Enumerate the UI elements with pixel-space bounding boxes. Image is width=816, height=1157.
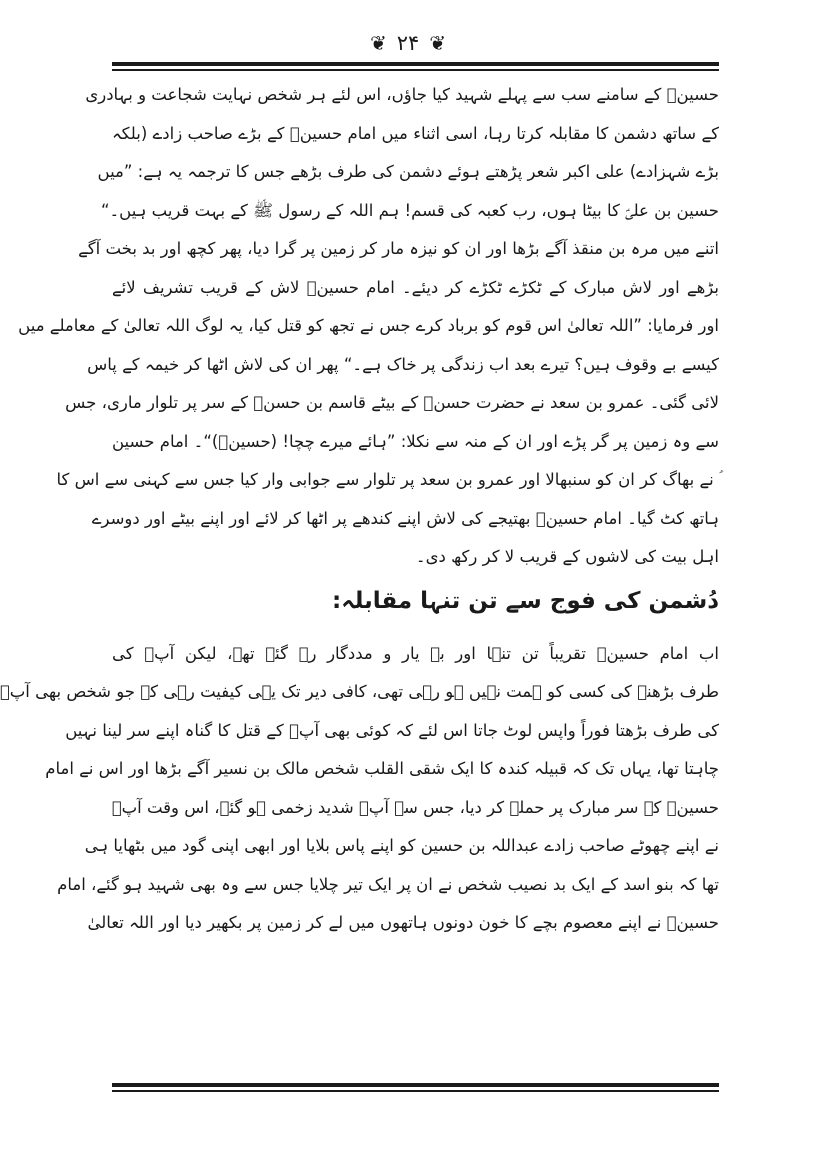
text-line: ؑ نے بھاگ کر ان کو سنبھالا اور عمرو بن سعد پر تلوار سے جوابی وار کیا جس سے کہنی سے اس کا: [56, 470, 719, 489]
text-line: اب امام حسینؑ تقریباً تن تنہا اور بے یار و مددگار رہ گئے تھے، لیکن آپؑ کی: [112, 643, 719, 663]
text-line: اتنے میں مرہ بن منقذ آگے بڑھا اور ان کو نیزہ مار کر زمین پر گرا دیا، پھر کچھ اور بد بخت آگے: [78, 239, 719, 258]
page-number: ۲۴: [396, 30, 420, 55]
text-line: حسین بن علیؑ کا بیٹا ہوں، رب کعبہ کی قسم! ہم اللہ کے رسول ﷺ کے بہت قریب ہیں۔“: [100, 200, 719, 220]
text-line: ہاتھ کٹ گیا۔ امام حسینؑ بھتیجے کی لاش اپنے کندھے پر اٹھا کر لائے اور اپنے بیٹے اور دوسرے: [91, 508, 719, 528]
text-line: کیسے بے وقوف ہیں؟ تیرے بعد اب زندگی پر خاک ہے۔“ پھر ان کی لاش اٹھا کر خیمہ کے پاس: [87, 354, 719, 374]
text-line: حسینؑ نے اپنے معصوم بچے کا خون دونوں ہاتھوں میں لے کر زمین پر بکھیر دیا اور اللہ تعالیٰ: [87, 913, 719, 932]
top-rule-thick: [112, 62, 719, 66]
bottom-rule-thick: [112, 1083, 719, 1087]
text-line: بڑے شہزادے) علی اکبر شعر پڑھتے ہوئے دشمن کی طرف بڑھے جس کا ترجمہ یہ ہے: ”میں: [97, 162, 719, 181]
text-line: حسینؑ کے سامنے سب سے پہلے شہید کیا جاؤں، اس لئے ہر شخص نہایت شجاعت و بہادری: [85, 85, 719, 104]
text-line: اہل بیت کی لاشوں کے قریب لا کر رکھ دی۔: [415, 547, 719, 566]
text-line: سے وہ زمین پر گر پڑے اور ان کے منہ سے نکلا: ”ہائے میرے چچا! (حسینؑ)“۔ امام حسین: [112, 431, 719, 451]
text-line: لائی گئی۔ عمرو بن سعد نے حضرت حسنؑ کے بیٹے قاسم بن حسنؑ کے سر پر تلوار ماری، جس: [65, 393, 719, 412]
right-ornament-icon: ❦: [429, 31, 447, 55]
text-line: بڑھے اور لاش مبارک کے ٹکڑے ٹکڑے کر دیئے۔ امام حسینؑ لاش کے قریب تشریف لائے: [112, 277, 719, 297]
text-line: کی طرف بڑھتا فوراً واپس لوٹ جاتا اس لئے کہ کوئی بھی آپؑ کے قتل کا گناہ اپنے سر لینا نہیں: [65, 720, 719, 740]
left-ornament-icon: ❦: [369, 31, 387, 55]
page-body: [0, 76, 719, 943]
text-line: اور فرمایا: ”اللہ تعالیٰ اس قوم کو برباد کرے جس نے تجھ کو قتل کیا، یہ لوگ اللہ تعالیٰ کے معاملے میں: [18, 316, 719, 335]
text-line: نے اپنے چھوٹے صاحب زادے عبداللہ بن حسین کو اپنے پاس بلایا اور ابھی اپنی گود میں بٹھایا ہی: [84, 836, 719, 855]
text-line: چاہتا تھا، یہاں تک کہ قبیلہ کندہ کا ایک شقی القلب شخص مالک بن نسیر آگے بڑھا اور اس نے امام: [45, 759, 719, 778]
paragraph-1: [18, 76, 719, 577]
text-line: حسینؑ کے سر مبارک پر حملہ کر دیا، جس سے آپؑ شدید زخمی ہو گئے، اس وقت آپؑ: [111, 797, 719, 817]
paragraph-2: [0, 635, 719, 943]
spacer: [112, 625, 719, 635]
bottom-rule-thin: [112, 1090, 719, 1092]
page-header: [0, 28, 816, 58]
top-rule-thin: [112, 69, 719, 71]
text-line: طرف بڑھنے کی کسی کو ہمت نہیں ہو رہی تھی، کافی دیر تک یہی کیفیت رہی کہ جو شخص بھی آپؑ: [0, 682, 719, 701]
section-heading: دُشمن کی فوج سے تن تنہا مقابلہ:: [332, 587, 719, 614]
text-line: تھا کہ بنو اسد کے ایک بد نصیب شخص نے ان پر ایک تیر چلایا جس سے وہ بھی شہید ہو گئے، امام: [57, 874, 719, 894]
text-line: کے ساتھ دشمن کا مقابلہ کرتا رہا، اسی اثناء میں امام حسینؑ کے بڑے صاحب زادے (بلکہ: [112, 123, 719, 143]
